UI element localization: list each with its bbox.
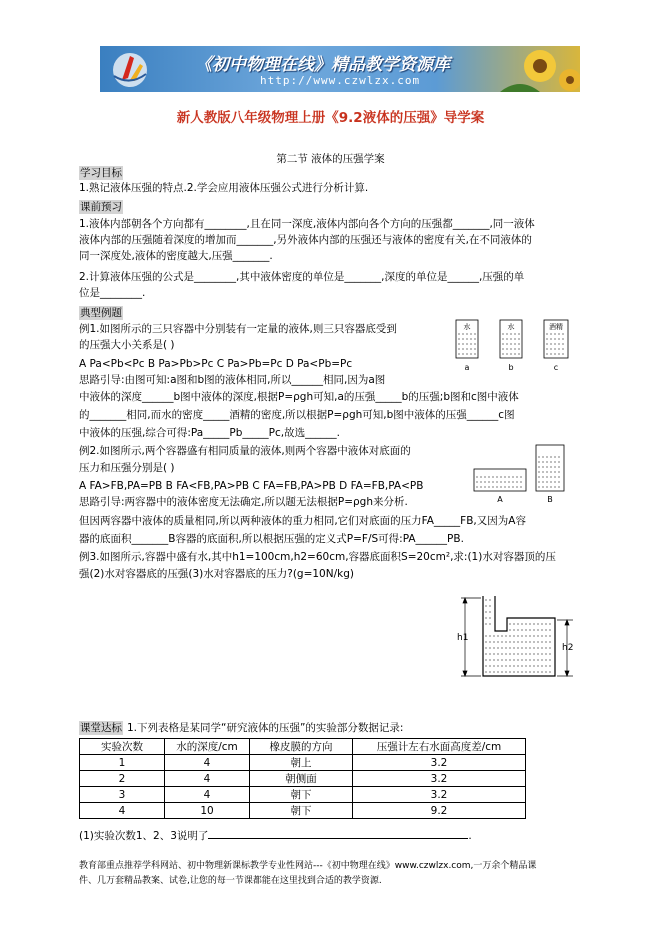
document-title: 新人教版八年级物理上册《9.2液体的压强》导学案 [176,110,485,126]
ex3-container-figure [455,586,585,690]
cell: 4 [165,755,250,771]
practice-intro: 1.下列表格是某同学“研究液体的压强”的实验部分数据记录: [127,722,404,734]
ex1-hint-3: 的_______相同,而水的密度_____酒精的密度,所以根据P=ρgh可知,b图中液体的压强______c图 [79,409,515,421]
caption-b: b [508,363,514,372]
answer-blank [208,827,468,839]
question-1-text: (1)实验次数1、2、3说明了 [79,830,209,842]
preview-line-4: 2.计算液体压强的公式是________,其中液体密度的单位是_______,深度的单位是______,压强的单 [79,271,525,283]
ex3-line-1: 例3.如图所示,容器中盛有水,其中h1=100cm,h2=60cm,容器底面积S=20cm²,求:(1)水对容器顶的压 [79,551,556,563]
caption-B: B [547,495,553,504]
container-A [474,469,526,491]
section-practice-heading: 课堂达标 [80,722,122,734]
ex1-options: A Pa<Pb<Pc B Pa>Pb>Pc C Pa>Pb=Pc D Pa<Pb=Pc [79,358,353,370]
footer-line-2: 件、几万套精品教案、试卷,让您的每一节课都能在这里找到合适的教学资源. [79,876,382,886]
ex1-hint-4: 中液体的压强,综合可得:Pa_____Pb_____Pc,故选______. [79,427,340,439]
cell: 朝上 [250,755,353,771]
cell: 9.2 [353,803,526,819]
preview-line-3: 同一深度处,液体的密度越大,压强_______. [79,250,273,262]
caption-c: c [553,363,559,372]
cell: 朝侧面 [250,771,353,787]
ex2-options: A FA>FB,PA=PB B FA<FB,PA>PB C FA=FB,PA>PB D FA=FB,PA<PB [79,480,424,492]
section-subtitle: 第二节 液体的压强学案 [276,153,385,165]
ex3-line-2: 强(2)水对容器底的压强(3)水对容器底的压力?(g=10N/kg) [79,568,354,580]
header-trial: 实验次数 [80,739,165,755]
cell: 3.2 [353,755,526,771]
cell: 3.2 [353,787,526,803]
cell: 4 [80,803,165,819]
cell: 1 [80,755,165,771]
table-row [80,755,526,771]
header-banner [100,46,580,92]
ex1-containers-figure [452,318,582,376]
cell: 3.2 [353,771,526,787]
section-preview-heading: 课前预习 [80,201,122,213]
footer-line-1: 教育部重点推荐学科网站、初中物理新课标教学专业性网站---《初中物理在线》www.czwlzx.com,一万余个精品课 [79,861,537,871]
label-b: 水 [507,323,515,331]
banner-url[interactable]: http://www.czwlzx.com [260,74,421,87]
table-header-row [80,739,526,755]
table-row [80,771,526,787]
header-direction: 橡皮膜的方向 [250,739,353,755]
preview-line-5: 位是________. [79,287,146,299]
table-row [80,803,526,819]
ex2-hint-2: 但因两容器中液体的质量相同,所以两种液体的重力相同,它们对底面的压力FA_____FB,又因为A容 [79,515,526,527]
header-height-diff: 压强计左右水面高度差/cm [353,739,526,755]
ex2-hint-3: 器的底面积_______B容器的底面积,所以根据压强的定义式P=F/S可得:PA______PB. [79,533,464,545]
ex1-hint-1: 思路引导:由图可知:a图和b图的液体相同,所以______相同,因为a图 [79,374,386,386]
cell: 10 [165,803,250,819]
table-row [80,787,526,803]
cell: 朝下 [250,803,353,819]
header-depth: 水的深度/cm [165,739,250,755]
ex2-hint-1: 思路引导:两容器中的液体密度无法确定,所以题无法根据P=ρgh来分析. [79,496,408,508]
ex2-line-2: 压力和压强分别是( ) [79,462,175,474]
caption-a: a [464,363,470,372]
ex1-hint-2: 中液体的深度______b图中液体的深度,根据P=ρgh可知,a的压强_____b的压强;b图和c图中液体 [79,391,519,403]
ex2-line-1: 例2.如图所示,两个容器盛有相同质量的液体,则两个容器中液体对底面的 [79,445,411,457]
label-h1: h1 [457,633,469,643]
cell: 4 [165,771,250,787]
goals-text: 1.熟记液体压强的特点.2.学会应用液体压强公式进行分析计算. [79,182,369,194]
caption-A: A [497,495,503,504]
preview-line-2: 液体内部的压强随着深度的增加而_______,另外液体内部的压强还与液体的密度有关,在不同液体的 [79,234,532,246]
footer [79,859,619,889]
ex1-line-1: 例1.如图所示的三只容器中分别装有一定量的液体,则三只容器底受到 [79,323,397,335]
label-c: 酒精 [549,323,563,331]
section-examples-heading: 典型例题 [80,307,122,319]
section-goals-heading: 学习目标 [80,167,122,179]
cell: 3 [80,787,165,803]
container-B [536,445,564,491]
cell: 4 [165,787,250,803]
label-a: 水 [463,323,471,331]
ex2-containers-figure [470,443,570,507]
banner-title: 《初中物理在线》精品教学资源库 [195,55,450,75]
data-table [79,738,526,819]
cell: 朝下 [250,787,353,803]
cell: 2 [80,771,165,787]
ex1-line-2: 的压强大小关系是( ) [79,339,175,351]
label-h2: h2 [562,643,574,653]
question-1: (1)实验次数1、2、3说明了 . [79,827,472,843]
preview-line-1: 1.液体内部朝各个方向都有________,且在同一深度,液体内部向各个方向的压强都_______,同一液体 [79,218,535,230]
